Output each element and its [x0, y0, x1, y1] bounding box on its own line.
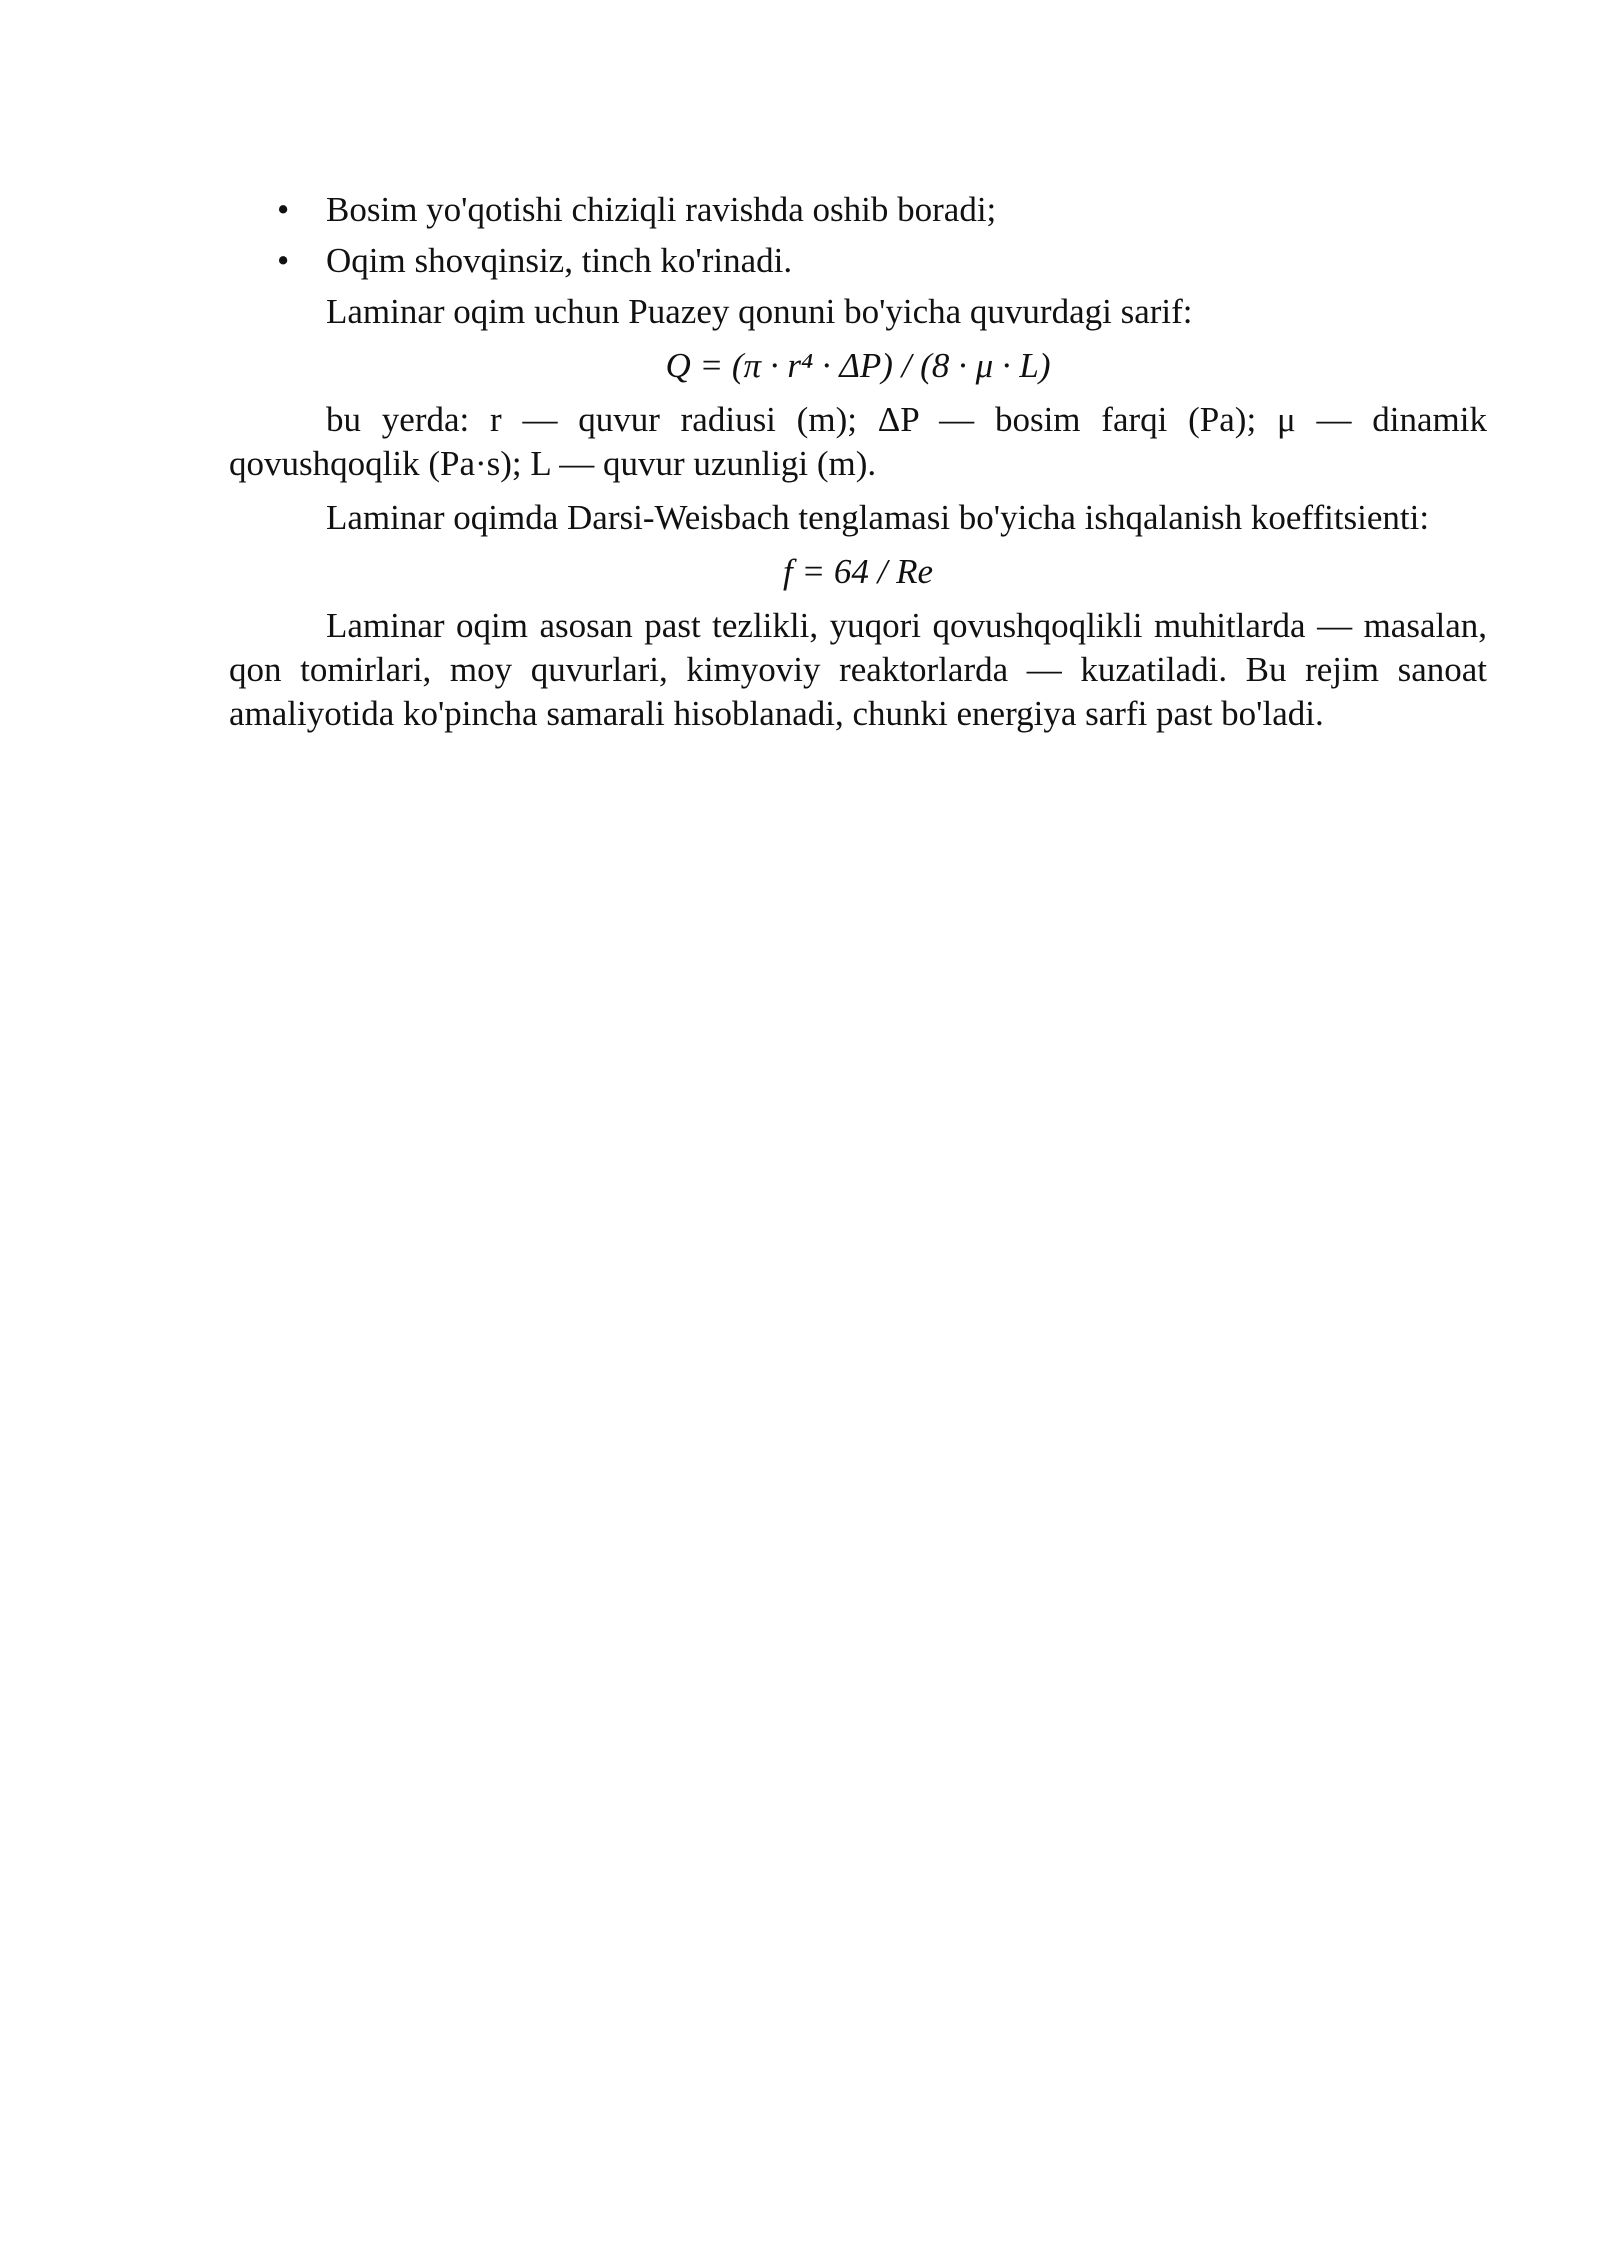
bullet-marker: •: [277, 190, 290, 229]
list-item: [229, 239, 1487, 283]
variables-explanation-paragraph: bu yerda: r — quvur radiusi (m); ΔP — bosim farqi (Pa); μ — dinamik qovushqoqlik (Pa·s); L — quvur uzunligi (m).: [229, 400, 1487, 483]
poiseuille-intro-paragraph: Laminar oqim uchun Puazey qonuni bo'yicha quvurdagi sarif:: [326, 292, 1193, 331]
poiseuille-formula: Q = (π · r⁴ · ΔP) / (8 · μ · L): [665, 346, 1051, 385]
bullet-marker: •: [277, 241, 290, 280]
list-item: [229, 188, 1487, 232]
conclusion-paragraph: Laminar oqim asosan past tezlikli, yuqori qovushqoqlikli muhitlarda — masalan, qon tomirlari, moy quvurlari, kimyoviy reaktorlarda — kuzatiladi. Bu rejim sanoat amaliyotida ko'pincha samarali hisoblanadi, chunki energiya sarfi past bo'ladi.: [229, 606, 1487, 733]
bullet-list: [229, 188, 1487, 283]
darcy-intro-paragraph: Laminar oqimda Darsi-Weisbach tenglamasi bo'yicha ishqalanish koeffitsienti:: [326, 498, 1430, 537]
list-item-text: Oqim shovqinsiz, tinch ko'rinadi.: [326, 241, 793, 280]
document-page: [229, 188, 1487, 746]
friction-formula: f = 64 / Re: [783, 552, 933, 591]
list-item-text: Bosim yo'qotishi chiziqli ravishda oshib boradi;: [326, 190, 997, 229]
